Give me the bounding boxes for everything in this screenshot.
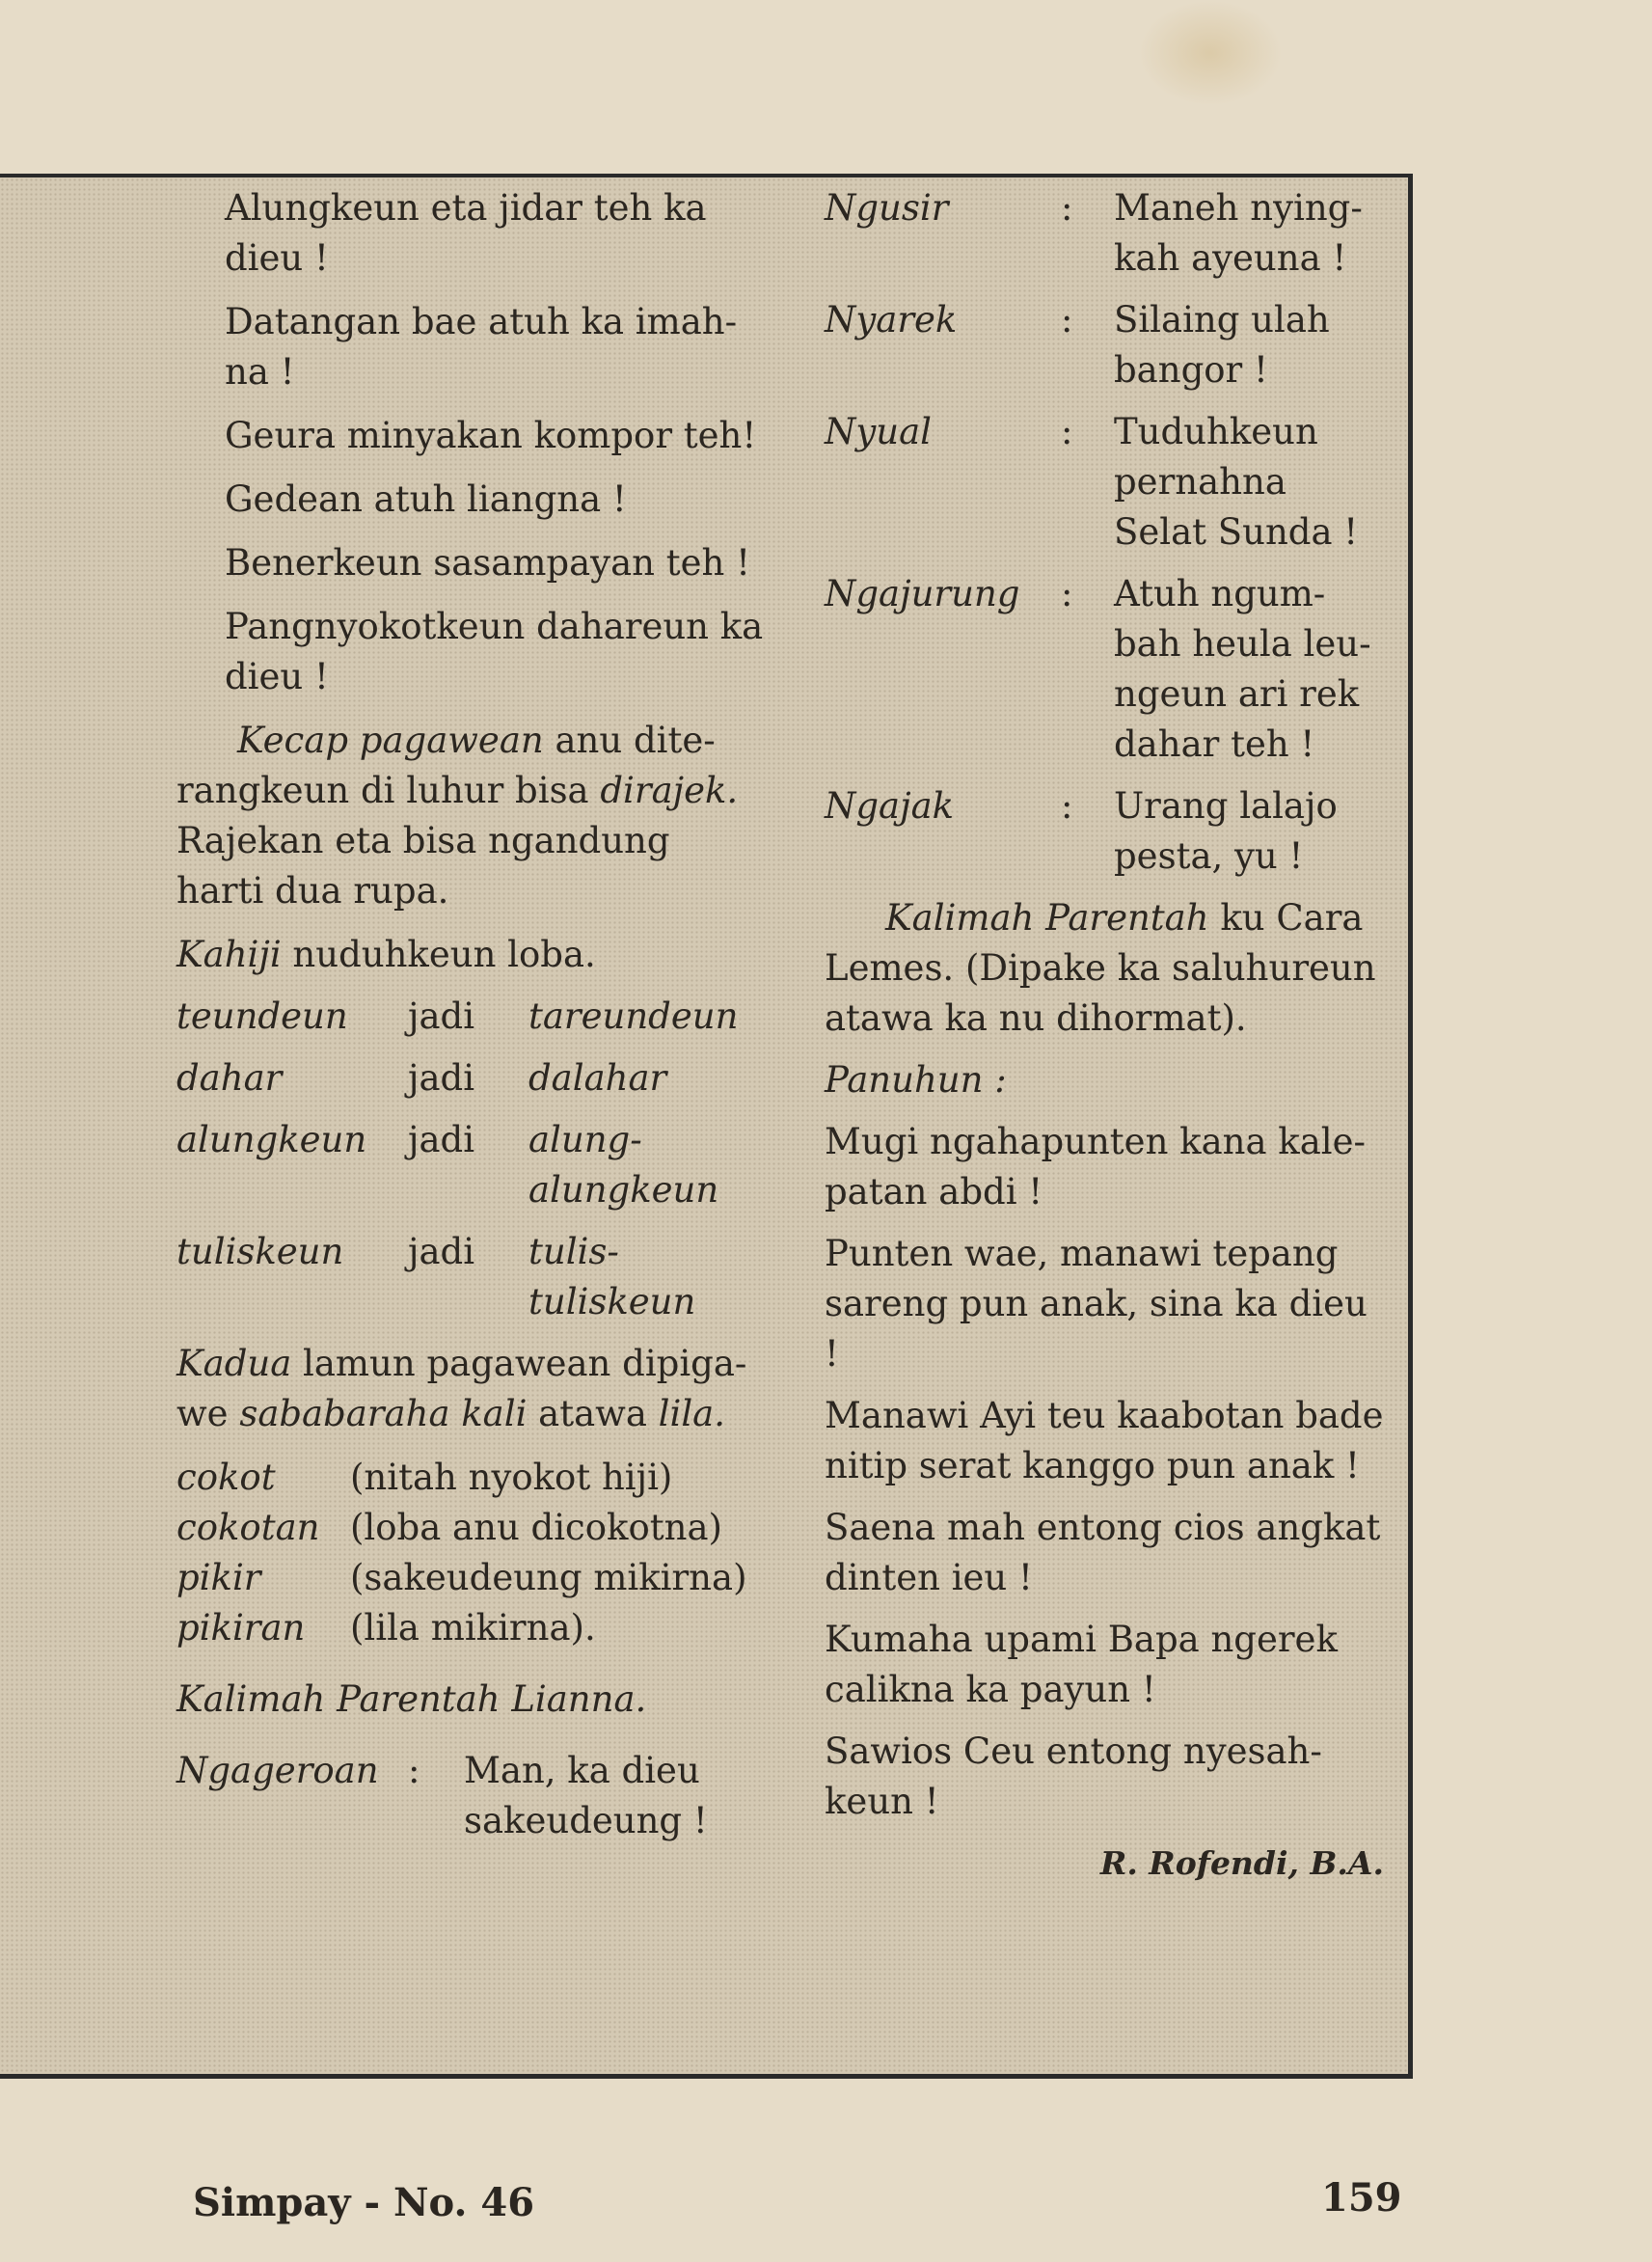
command-key: Ngusir	[825, 187, 949, 229]
panuhun-label: Panuhun :	[825, 1059, 1007, 1101]
gloss-text: (nitah nyokot hiji)	[350, 1457, 673, 1498]
reduplication-row	[176, 1053, 765, 1104]
base-word: tuliskeun	[176, 1231, 344, 1272]
command-row	[825, 569, 1384, 770]
right-column	[825, 183, 1384, 1889]
reduplication-row	[176, 1115, 765, 1215]
command-key: Ngageroan	[176, 1750, 379, 1791]
example-sentence: Benerkeun sasampayan teh !	[225, 542, 750, 584]
command-value: Man, ka dieu sakeudeung !	[464, 1750, 708, 1841]
command-key: Nyual	[825, 411, 932, 452]
polite-sentence: Mugi ngahapunten kana kale-patan abdi !	[825, 1121, 1366, 1213]
colon: :	[1061, 785, 1073, 827]
polite-sentence: Manawi Ayi teu kaabotan bade nitip serat kanggo pun anak !	[825, 1395, 1384, 1486]
command-row	[176, 1746, 765, 1846]
result-word: dalahar	[528, 1057, 667, 1099]
term: dirajek.	[600, 770, 739, 811]
command-row	[825, 781, 1384, 882]
polite-sentence: Kumaha upami Bapa ngerek calikna ka payun !	[825, 1619, 1338, 1710]
example-sentence: Alungkeun eta jidar teh ka dieu !	[225, 187, 707, 279]
command-value: Silaing ulah bangor !	[1114, 299, 1330, 391]
polite-sentence: Saena mah entong cios angkat dinten ieu !	[825, 1507, 1381, 1598]
result-word: alung-alungkeun	[528, 1119, 719, 1211]
section-heading: Kalimah Parentah Lianna.	[176, 1678, 647, 1720]
text: lamun pagawean dipiga-we	[176, 1343, 747, 1434]
command-value: Tuduhkeun pernahna Selat Sunda !	[1114, 411, 1359, 553]
gloss-row	[176, 1603, 765, 1653]
gloss-text: (sakeudeung mikirna)	[350, 1557, 747, 1598]
gloss-row	[176, 1553, 765, 1603]
example-sentence: Gedean atuh liangna !	[225, 478, 627, 520]
gloss-word: cokotan	[176, 1507, 320, 1548]
command-key: Ngajurung	[825, 573, 1020, 614]
page-number: 159	[1321, 2175, 1402, 2221]
base-word: teundeun	[176, 995, 348, 1037]
gloss-word: pikiran	[176, 1607, 306, 1649]
base-word: dahar	[176, 1057, 283, 1099]
term: sababaraha kali	[239, 1393, 528, 1434]
text: atawa	[527, 1393, 659, 1434]
term: lila.	[658, 1393, 725, 1434]
gloss-text: (lila mikirna).	[350, 1607, 596, 1649]
text: nuduhkeun loba.	[281, 934, 596, 975]
paper-stain	[1138, 0, 1283, 106]
jadi: jadi	[408, 1231, 475, 1272]
jadi: jadi	[408, 1057, 475, 1099]
example-sentence: Pangnyokotkeun dahareun ka dieu !	[225, 606, 764, 697]
gloss-row	[176, 1453, 765, 1503]
command-key: Nyarek	[825, 299, 958, 341]
jadi: jadi	[408, 1119, 475, 1160]
command-value: Maneh nying-kah ayeuna !	[1114, 187, 1363, 279]
text: anu dite-rangkeun di luhur bisa	[176, 720, 716, 811]
paragraph-kahiji	[176, 930, 765, 980]
command-key: Ngajak	[825, 785, 955, 827]
text: ku Cara Lemes. (Dipake ka saluhureun atawa ka nu dihormat).	[825, 897, 1376, 1039]
colon: :	[1061, 573, 1073, 614]
gloss-word: pikir	[176, 1557, 261, 1598]
command-row	[825, 407, 1384, 558]
reduplication-row	[176, 992, 765, 1042]
reduplication-row	[176, 1227, 765, 1327]
term: Kalimah Parentah	[885, 897, 1209, 939]
paragraph-lemes	[825, 893, 1384, 1044]
polite-sentence: Punten wae, manawi tepang sareng pun anak, sina ka dieu !	[825, 1233, 1368, 1375]
term: Kadua	[176, 1343, 292, 1384]
paragraph-rajekan	[176, 716, 765, 916]
command-value: Urang lalajo pesta, yu !	[1114, 785, 1338, 877]
colon: :	[1061, 299, 1073, 341]
example-sentence: Datangan bae atuh ka imah-na !	[225, 301, 738, 393]
paragraph-kadua	[176, 1339, 765, 1439]
colon: :	[1061, 187, 1073, 229]
gloss-word: cokot	[176, 1457, 276, 1498]
command-row	[825, 295, 1384, 395]
text: Rajekan eta bisa ngandung harti dua rupa.	[176, 820, 670, 912]
command-row	[825, 183, 1384, 284]
command-value: Atuh ngum-bah heula leu-ngeun ari rek dahar teh !	[1114, 573, 1371, 765]
colon: :	[408, 1750, 420, 1791]
author: R. Rofendi, B.A.	[1099, 1844, 1384, 1882]
left-column	[176, 183, 765, 1846]
gloss-text: (loba anu dicokotna)	[350, 1507, 722, 1548]
term: Kahiji	[176, 934, 282, 975]
term: Kecap pagawean	[237, 720, 544, 761]
result-word: tulis-tuliskeun	[528, 1231, 696, 1322]
base-word: alungkeun	[176, 1119, 367, 1160]
result-word: tareundeun	[528, 995, 739, 1037]
polite-sentence: Sawios Ceu entong nyesah-keun !	[825, 1731, 1322, 1822]
gloss-row	[176, 1503, 765, 1553]
colon: :	[1061, 411, 1073, 452]
example-sentence: Geura minyakan kompor teh!	[225, 415, 757, 456]
magazine-issue: Simpay - No. 46	[193, 2180, 535, 2225]
jadi: jadi	[408, 995, 475, 1037]
